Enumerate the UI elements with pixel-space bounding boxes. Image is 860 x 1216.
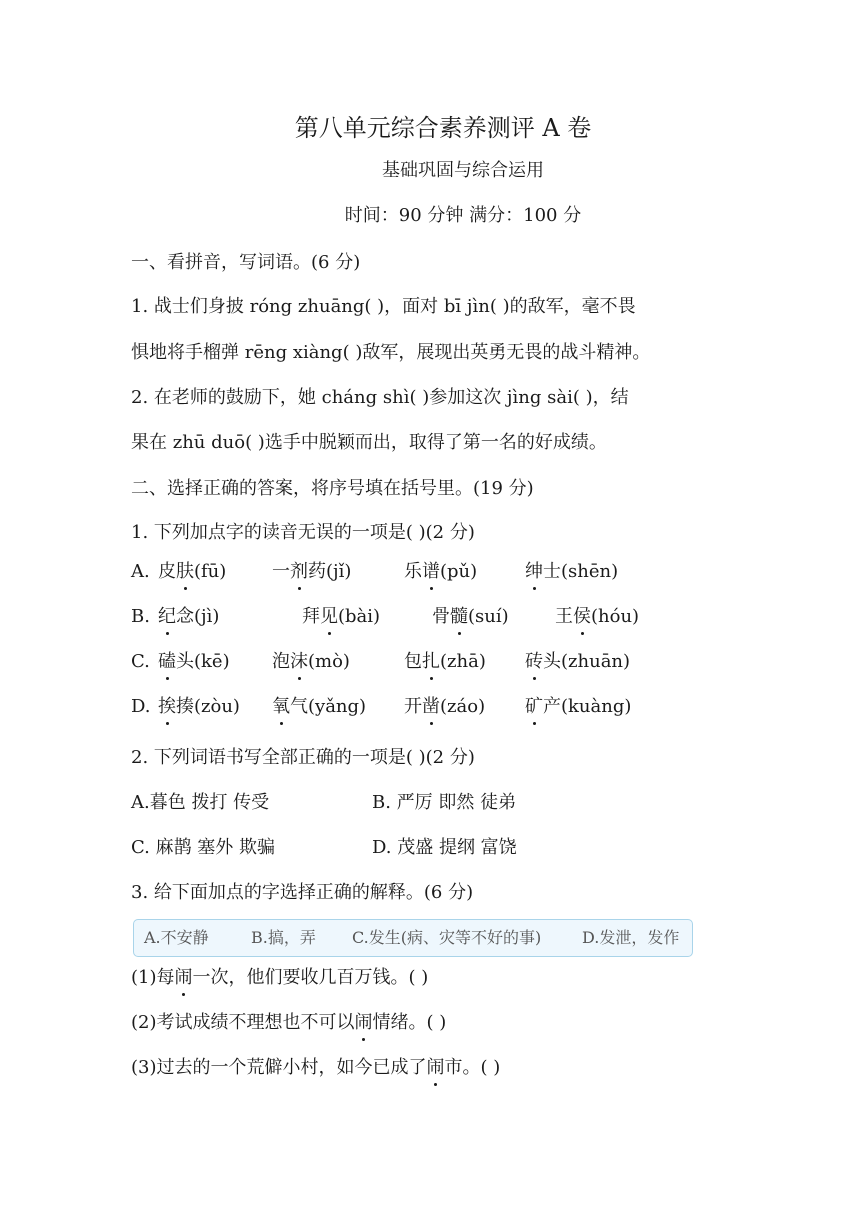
dotted-char: 剂 <box>290 561 308 582</box>
section-2-heading: 二、选择正确的答案，将序号填在括号里。(19 分) <box>131 478 534 499</box>
pinyin-option <box>432 605 509 629</box>
dotted-char: 矿 <box>525 696 543 717</box>
section-1-heading: 一、看拼音，写词语。(6 分) <box>131 252 361 273</box>
option-text: (fū) <box>194 561 227 582</box>
s2-q3-sentence-1 <box>131 966 428 990</box>
option-text: (bài) <box>338 606 381 627</box>
pinyin-option <box>404 650 486 674</box>
pinyin-option <box>158 650 230 674</box>
dotted-char: 沫 <box>290 651 308 672</box>
s2-q2-option-b: B. 严厉 即然 徒弟 <box>372 792 517 813</box>
option-text: 头(zhuān) <box>543 651 631 672</box>
definition-option-c: C.发生(病、灾等不好的事) <box>352 928 542 947</box>
option-text: 士(shēn) <box>543 561 619 582</box>
s1-q1-line2: 惧地将手榴弹 rēng xiàng( )敌军，展现出英勇无畏的战斗精神。 <box>131 342 651 363</box>
s2-q2-option-a: A.暮色 拨打 传受 <box>131 792 270 813</box>
s2-q2-option-d: D. 茂盛 提纲 富饶 <box>372 837 517 858</box>
option-text: 药(jǐ) <box>308 561 352 582</box>
dotted-char: 肤 <box>176 561 194 582</box>
option-text: 乐 <box>404 561 422 582</box>
dotted-char: 纪 <box>158 606 176 627</box>
pinyin-option <box>158 605 219 629</box>
option-text: 皮 <box>158 561 176 582</box>
dotted-char: 绅 <box>525 561 543 582</box>
pinyin-option <box>404 560 477 584</box>
pinyin-option <box>272 560 351 584</box>
option-text: 头(kē) <box>176 651 230 672</box>
s1-q1-line1: 1. 战士们身披 róng zhuāng( )，面对 bī jìn( )的敌军，毫不畏 <box>131 296 636 317</box>
dotted-char: 凿 <box>422 696 440 717</box>
page-subtitle: 基础巩固与综合运用 <box>382 160 544 181</box>
option-text: (suí) <box>468 606 509 627</box>
option-text: 泡 <box>272 651 290 672</box>
dotted-char: 侯 <box>573 606 591 627</box>
option-text: 念(jì) <box>176 606 220 627</box>
option-text: (záo) <box>440 696 486 717</box>
pinyin-option <box>302 605 380 629</box>
option-text: (pǔ) <box>440 561 478 582</box>
page-title: 第八单元综合素养测评 A 卷 <box>294 114 592 142</box>
dotted-char: 磕 <box>158 651 176 672</box>
option-text: 产(kuàng) <box>543 696 632 717</box>
s2-q3-sentence-2 <box>131 1011 446 1035</box>
s1-q2-line1: 2. 在老师的鼓励下，她 cháng shì( )参加这次 jìng sài( )，结 <box>131 387 629 408</box>
definition-option-d: D.发泄，发作 <box>582 928 680 947</box>
option-text: 拜 <box>302 606 320 627</box>
pinyin-option <box>272 695 366 719</box>
s2-q3-sentence-3 <box>131 1056 500 1080</box>
s2-q2-option-c: C. 麻鹊 塞外 欺骗 <box>131 837 276 858</box>
definition-option-a: A.不安静 <box>144 928 209 947</box>
definition-options-box <box>133 919 693 957</box>
dotted-char: 谱 <box>422 561 440 582</box>
option-label: D. <box>131 696 151 717</box>
option-label: C. <box>131 651 150 672</box>
dotted-char: 闹 <box>354 1012 373 1033</box>
pinyin-option <box>525 695 631 719</box>
exam-meta: 时间：90 分钟 满分：100 分 <box>344 205 582 226</box>
option-text: 开 <box>404 696 422 717</box>
option-text: 骨 <box>432 606 450 627</box>
option-text: 揍(zòu) <box>176 696 240 717</box>
dotted-char: 闹 <box>174 967 193 988</box>
option-label: B. <box>131 606 150 627</box>
option-text: (hóu) <box>591 606 640 627</box>
dotted-char: 扎 <box>422 651 440 672</box>
s2-q1-stem: 1. 下列加点字的读音无误的一项是( )(2 分) <box>131 522 475 543</box>
s2-q3-stem: 3. 给下面加点的字选择正确的解释。(6 分) <box>131 882 474 903</box>
pinyin-option <box>525 650 630 674</box>
dotted-char: 砖 <box>525 651 543 672</box>
sentence-text: 市。( ) <box>444 1057 501 1078</box>
option-text: 王 <box>555 606 573 627</box>
dotted-char: 氧 <box>272 696 290 717</box>
option-text: 气(yǎng) <box>290 696 367 717</box>
dotted-char: 见 <box>320 606 338 627</box>
s2-q2-stem: 2. 下列词语书写全部正确的一项是( )(2 分) <box>131 747 475 768</box>
option-text: (zhā) <box>440 651 486 672</box>
dotted-char: 髓 <box>450 606 468 627</box>
sentence-text: (3)过去的一个荒僻小村，如今已成了 <box>131 1057 427 1078</box>
sentence-text: 情绪。( ) <box>372 1012 447 1033</box>
pinyin-option <box>404 695 485 719</box>
sentence-text: (2)考试成绩不理想也不可以 <box>131 1012 355 1033</box>
dotted-char: 挨 <box>158 696 176 717</box>
option-label: A. <box>131 561 150 582</box>
dotted-char: 闹 <box>426 1057 445 1078</box>
sentence-text: 一次，他们要收几百万钱。( ) <box>192 967 429 988</box>
definition-option-b: B.搞，弄 <box>251 928 316 947</box>
option-text: (mò) <box>308 651 350 672</box>
pinyin-option <box>158 695 240 719</box>
pinyin-option <box>272 650 350 674</box>
option-text: 包 <box>404 651 422 672</box>
pinyin-option <box>158 560 226 584</box>
pinyin-option <box>525 560 618 584</box>
s1-q2-line2: 果在 zhū duō( )选手中脱颖而出，取得了第一名的好成绩。 <box>131 432 607 453</box>
sentence-text: (1)每 <box>131 967 175 988</box>
option-text: 一 <box>272 561 290 582</box>
pinyin-option <box>555 605 639 629</box>
